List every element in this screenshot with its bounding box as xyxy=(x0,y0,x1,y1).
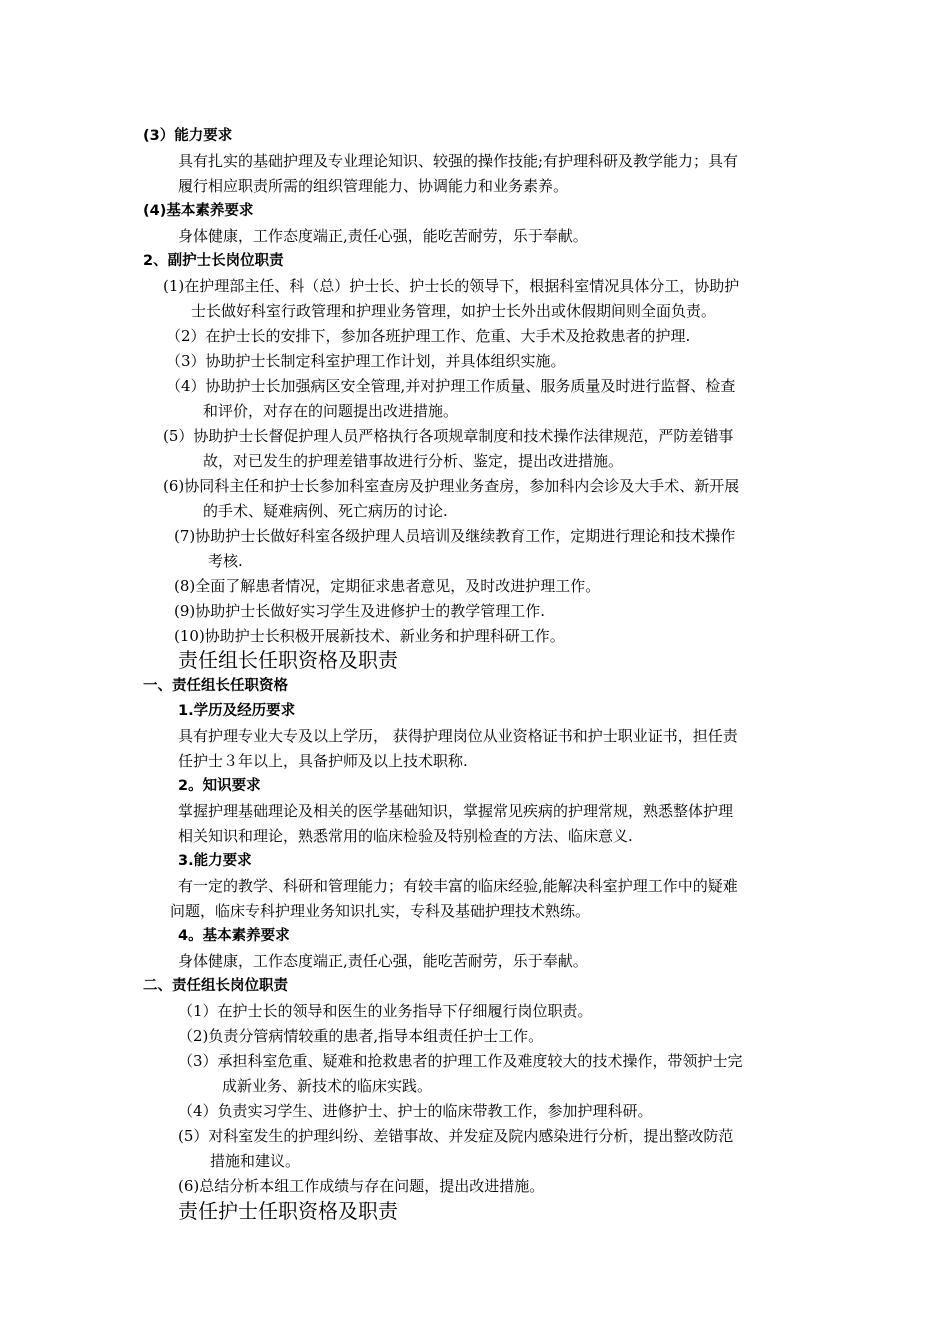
list-item-line: （4）协助护士长加强病区安全管理,并对护理工作质量、服务质量及时进行监督、检查 xyxy=(166,377,736,395)
list-item-line: (9)协助护士长做好实习学生及进修护士的教学管理工作. xyxy=(174,602,546,620)
list-item-line: 故，对已发生的护理差错事故进行分析、鉴定，提出改进措施。 xyxy=(203,452,624,470)
section-heading-ability: (3）能力要求 xyxy=(143,128,233,144)
list-item-line: 和评价，对存在的问题提出改进措施。 xyxy=(203,402,459,420)
paragraph-line: 问题，临床专科护理业务知识扎实，专科及基础护理技术熟练。 xyxy=(170,902,591,920)
list-item-line: （3）协助护士长制定科室护理工作计划，并具体组织实施。 xyxy=(166,352,566,370)
paragraph-line: 有一定的教学、科研和管理能力；有较丰富的临床经验,能解决科室护理工作中的疑难 xyxy=(178,877,738,895)
paragraph-line: 身体健康，工作态度端正,责任心强，能吃苦耐劳，乐于奉献。 xyxy=(178,227,588,245)
list-item-line: (6)总结分析本组工作成绩与存在问题，提出改进措施。 xyxy=(178,1177,545,1195)
paragraph-line: 具有扎实的基础护理及专业理论知识、较强的操作技能;有护理科研及教学能力；具有 xyxy=(178,152,739,170)
paragraph-line: 掌握护理基础理论及相关的医学基础知识，掌握常见疾病的护理常规，熟悉整体护理 xyxy=(178,802,734,820)
list-item-line: (5）对科室发生的护理纠纷、差错事故、并发症及院内感染进行分析，提出整改防范 xyxy=(178,1127,734,1145)
list-item-line: （4）负责实习学生、进修护士、护士的临床带教工作，参加护理科研。 xyxy=(178,1102,653,1120)
list-item-line: 成新业务、新技术的临床实践。 xyxy=(222,1077,433,1095)
list-item-line: (10)协助护士长积极开展新技术、新业务和护理科研工作。 xyxy=(174,627,565,645)
list-item-line: 措施和建议。 xyxy=(210,1152,301,1170)
section-heading-qualifications: 一、责任组长任职资格 xyxy=(143,678,288,694)
list-item-line: 考核. xyxy=(208,552,243,570)
paragraph-line: 任护士３年以上，具备护师及以上技术职称. xyxy=(178,752,468,770)
list-item-line: 士长做好科室行政管理和护理业务管理，如护士长外出或休假期间则全面负责。 xyxy=(191,302,717,320)
subheading-basic-quality: 4。基本素养要求 xyxy=(178,928,290,944)
list-item-line: （2）在护士长的安排下，参加各班护理工作、危重、大手术及抢救患者的护理. xyxy=(166,327,691,345)
section-heading-basic-quality: (4)基本素养要求 xyxy=(143,203,254,219)
subheading-education: 1.学历及经历要求 xyxy=(178,703,296,719)
paragraph-line: 履行相应职责所需的组织管理能力、协调能力和业务素养。 xyxy=(178,177,569,195)
list-item-line: (8)全面了解患者情况，定期征求患者意见，及时改进护理工作。 xyxy=(174,577,601,595)
section-heading-deputy-duties: 2、副护士长岗位职责 xyxy=(143,253,284,269)
list-item-line: (1)在护理部主任、科（总）护士长、护士长的领导下，根据科室情况具体分工，协助护 xyxy=(163,277,740,295)
list-item-line: （3）承担科室危重、疑难和抢救患者的护理工作及难度较大的技术操作，带领护士完 xyxy=(178,1052,743,1070)
list-item-line: （1）在护士长的领导和医生的业务指导下仔细履行岗位职责。 xyxy=(178,1002,593,1020)
list-item-line: （2)负责分管病情较重的患者,指导本组责任护士工作。 xyxy=(178,1027,544,1045)
page-title-responsible-nurse: 责任护士任职资格及职责 xyxy=(178,1199,398,1223)
paragraph-line: 身体健康，工作态度端正,责任心强，能吃苦耐劳，乐于奉献。 xyxy=(178,952,588,970)
paragraph-line: 相关知识和理论，熟悉常用的临床检验及特别检查的方法、临床意义. xyxy=(178,827,633,845)
subheading-ability: 3.能力要求 xyxy=(178,853,252,869)
list-item-line: (6)协同科主任和护士长参加科室查房及护理业务查房，参加科内会诊及大手术、新开展 xyxy=(163,477,740,495)
section-heading-team-leader-duties: 二、责任组长岗位职责 xyxy=(143,978,288,994)
list-item-line: 的手术、疑难病例、死亡病历的讨论. xyxy=(203,502,448,520)
list-item-line: (7)协助护士长做好科室各级护理人员培训及继续教育工作，定期进行理论和技术操作 xyxy=(174,527,736,545)
page-title-team-leader: 责任组长任职资格及职责 xyxy=(178,648,398,672)
paragraph-line: 具有护理专业大专及以上学历， 获得护理岗位从业资格证书和护士职业证书，担任责 xyxy=(178,727,738,745)
subheading-knowledge: 2。知识要求 xyxy=(178,778,261,794)
list-item-line: (5）协助护士长督促护理人员严格执行各项规章制度和技术操作法律规范，严防差错事 xyxy=(163,427,734,445)
